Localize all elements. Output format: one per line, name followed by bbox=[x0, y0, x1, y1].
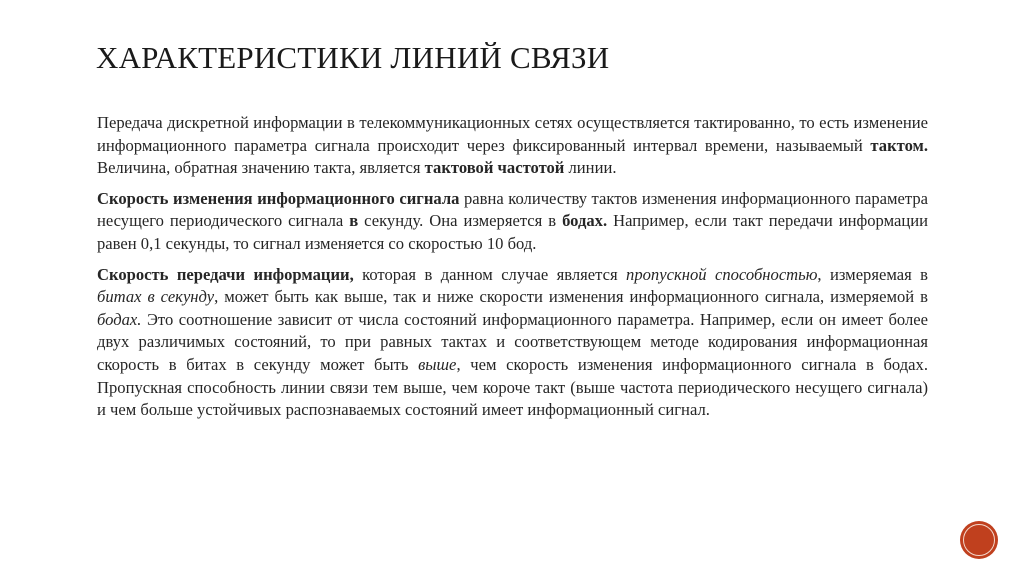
slide-title: ХАРАКТЕРИСТИКИ ЛИНИЙ СВЯЗИ bbox=[96, 40, 610, 75]
italic-term: битах в секунду bbox=[97, 287, 215, 307]
text-segment: линии. bbox=[564, 158, 617, 178]
text-segment: Это соотношение зависит от числа состояний информационного параметра. Например, если он имеет более двух различимых состояний, то при равных тактах и соответствующем методе кодирования информационная скорость в битах в секунду может быть bbox=[97, 309, 928, 374]
text-segment: , может быть как выше, так и ниже скорости изменения информационного сигнала, измеряемой в bbox=[214, 287, 929, 307]
paragraph bbox=[97, 188, 928, 256]
text-segment: секунду. Она измеряется в bbox=[358, 211, 563, 231]
bold-term: тактом. bbox=[870, 135, 928, 155]
bold-term: в bbox=[349, 211, 359, 231]
text-segment: которая в данном случае является bbox=[353, 264, 627, 284]
slide-body bbox=[97, 112, 928, 430]
italic-term: выше bbox=[418, 354, 457, 374]
bold-term: бодах. bbox=[562, 211, 608, 231]
text-segment: равна количеству тактов изменения информационного параметра несущего периодического сигнала bbox=[97, 188, 928, 231]
decorative-circle-icon bbox=[960, 521, 998, 559]
text-segment: , чем скорость изменения информационного сигнала в бодах. Пропускная способность линии связи тем выше, чем короче такт (выше частота периодического несущего сигнала) и чем больше устойчивых распознаваемых состояний имеет информационный сигнал. bbox=[97, 354, 928, 420]
bold-term: Скорость передачи информации, bbox=[97, 264, 354, 284]
italic-term: пропускной способностью bbox=[626, 264, 818, 284]
text-segment: , измеряемая в bbox=[817, 264, 928, 284]
bold-term: тактовой частотой bbox=[424, 158, 565, 178]
text-segment: Величина, обратная значению такта, является bbox=[97, 158, 425, 178]
text-segment: Например, если такт передачи информации равен 0,1 секунды, то сигнал изменяется со скоростью 10 бод. bbox=[97, 211, 928, 253]
paragraph bbox=[97, 264, 928, 422]
text-segment: Передача дискретной информации в телекоммуникационных сетях осуществляется тактированно, то есть изменение информационного параметра сигнала происходит через фиксированный интервал времени, называемый bbox=[97, 113, 928, 155]
italic-term: бодах. bbox=[97, 309, 142, 329]
paragraph bbox=[97, 112, 928, 180]
bold-term: Скорость изменения информационного сигнала bbox=[97, 188, 460, 208]
